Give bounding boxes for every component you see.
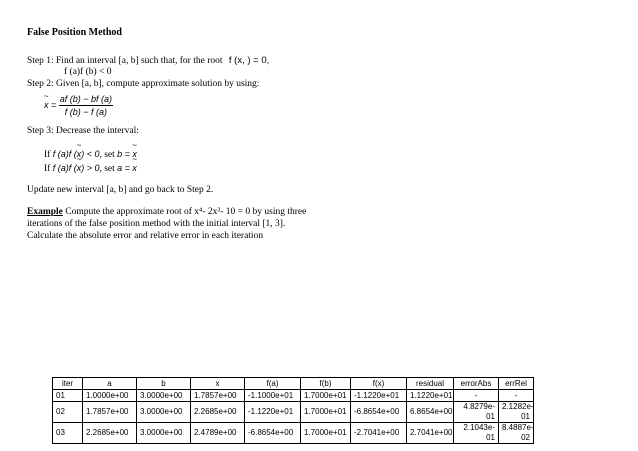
step1-formula: f (x, ) = 0, (228, 55, 270, 66)
table-row (53, 423, 534, 444)
table-cell: 2.2685e+00 (83, 423, 137, 444)
table-cell: -6.8654e+00 (245, 423, 301, 444)
step3-if1 (44, 149, 137, 160)
header-cell: b (137, 378, 191, 390)
table-cell: -1.1220e+01 (245, 402, 301, 423)
example-label: Example (27, 207, 63, 217)
table-cell: 1.7000e+01 (301, 390, 351, 402)
if1-set: , set (99, 150, 115, 160)
table-cell: 2.7041e+00 (407, 423, 454, 444)
table-cell: 6.8654e+00 (407, 402, 454, 423)
results-table (52, 377, 534, 444)
example-text-1: Compute the approximate root of x⁴- 2x³- 10 = 0 by using three (62, 207, 307, 217)
header-cell: errorAbs (454, 378, 499, 390)
table-cell: 1.1220e+01 (407, 390, 454, 402)
table-cell: 01 (53, 390, 83, 402)
step2-fraction (59, 93, 113, 118)
header-cell: x (191, 378, 245, 390)
fraction-numerator: af (b) − bf (a) (59, 94, 113, 104)
if2-label: If (44, 164, 51, 174)
table-cell: -1.1000e+01 (245, 390, 301, 402)
example-line1 (27, 207, 306, 217)
if2-set: , set (99, 164, 115, 174)
table-cell: 02 (53, 402, 83, 423)
if1-condition: f (a)f (~ x) < 0 (53, 149, 100, 159)
table-cell: -1.1220e+01 (351, 390, 407, 402)
table-cell: 4.8279e-01 (454, 402, 499, 423)
step2-formula: ~ x = $\frac{af (b) - bf (a)}{f (b) - f (a)}$ (44, 93, 113, 118)
table-cell: 1.7857e+00 (83, 402, 137, 423)
if2-assign: a = ~ x (117, 163, 137, 173)
x-tilde: ~ x (44, 100, 49, 110)
step1-condition: f (a)f (b) < 0 (64, 67, 112, 77)
table-cell: 2.4789e+00 (191, 423, 245, 444)
step3-text: Step 3: Decrease the interval: (27, 126, 139, 136)
table-header-row (53, 378, 534, 390)
if1-assign: b = ~ x (117, 149, 137, 159)
table-cell: 1.7000e+01 (301, 402, 351, 423)
table-cell: 2.2685e+00 (191, 402, 245, 423)
example-line2: iterations of the false position method with the initial interval [1, 3]. (27, 219, 286, 229)
header-cell: iter (53, 378, 83, 390)
update-text: Update new interval [a, b] and go back to Step 2. (27, 185, 214, 195)
header-cell: f(b) (301, 378, 351, 390)
table-cell: 2.1282e-01 (499, 402, 534, 423)
table-cell: 1.7857e+00 (191, 390, 245, 402)
table-cell: 1.0000e+00 (83, 390, 137, 402)
table-cell: 1.7000e+01 (301, 423, 351, 444)
step3-if2 (44, 163, 137, 174)
header-cell: errRel (499, 378, 534, 390)
table-cell: 03 (53, 423, 83, 444)
table-cell: 8.4887e-02 (499, 423, 534, 444)
if1-label: If (44, 150, 51, 160)
example-line3: Calculate the absolute error and relative error in each iteration (27, 231, 264, 241)
table-cell: -6.8654e+00 (351, 402, 407, 423)
table-cell: 2.1043e-01 (454, 423, 499, 444)
step1-line (27, 55, 269, 66)
table-cell: 3.0000e+00 (137, 390, 191, 402)
table-cell: - (454, 390, 499, 402)
table-cell: 3.0000e+00 (137, 423, 191, 444)
table-row (53, 390, 534, 402)
table-cell: - (499, 390, 534, 402)
header-cell: f(x) (351, 378, 407, 390)
table-row (53, 402, 534, 423)
step1-text: Step 1: Find an interval [a, b] such that, for the root (27, 56, 223, 66)
header-cell: residual (407, 378, 454, 390)
step2-text: Step 2: Given [a, b], compute approximate solution by using: (27, 79, 260, 89)
fraction-denominator: f (b) − f (a) (64, 107, 108, 117)
header-cell: a (83, 378, 137, 390)
if2-condition: f (a)f (~ x) > 0 (53, 163, 100, 173)
page-title: False Position Method (27, 27, 122, 38)
header-cell: f(a) (245, 378, 301, 390)
table-cell: -2.7041e+00 (351, 423, 407, 444)
table-cell: 3.0000e+00 (137, 402, 191, 423)
